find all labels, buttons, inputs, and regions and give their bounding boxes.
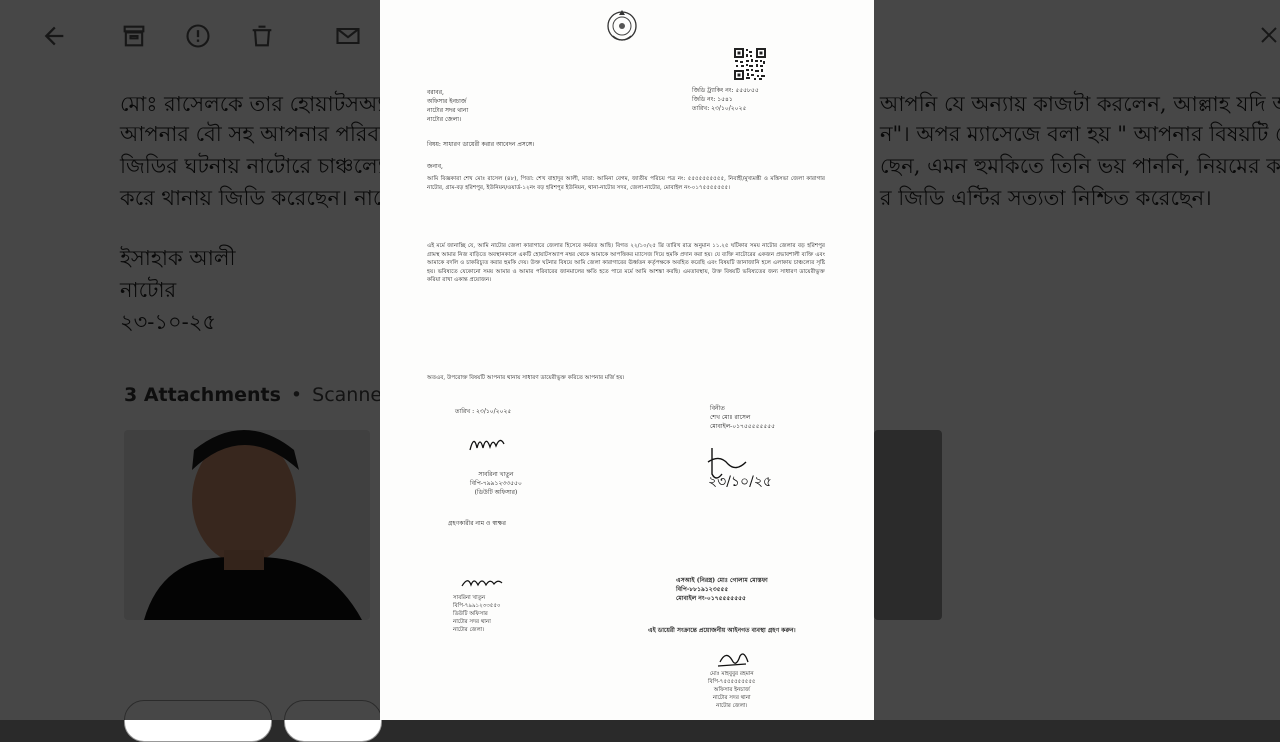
document-preview-page [380,0,874,720]
reference-block [692,86,759,113]
forwarder-block [453,594,501,634]
forwarder-line: ডিউটি অফিসার [453,611,488,617]
forwarder-signature-icon [460,574,504,590]
officer-in-charge-signature-icon [716,648,750,670]
oc-line: অফিসার ইনচার্জ [713,687,750,693]
duty-officer-block [470,470,522,497]
police-emblem-icon [604,6,640,44]
applicant-phone: মোবাইল-০১৭৫৫৫৫৫৫৫৫ [710,423,776,430]
officer-line: বিপি-৮৮১৯১২৩৫৫৫ [676,586,729,593]
subject-line: বিষয়: সাধারণ ডায়েরী করার আবেদন প্রসঙ্গে। [427,141,535,148]
duty-officer-id: বিপি-৭৯৯১২৩৩৫৫০ [470,480,522,487]
addressee-line: অফিসার ইনচার্জ [427,98,467,105]
greeting: জনাব, [427,163,443,170]
forwarder-line: বিপি-৭৯৯১২৩৩৫৫০ [453,603,501,609]
application-date: তারিখ : ২৩/১০/২০২৫ [455,408,512,415]
oc-line: মোঃ মাহবুবুর রহমান [709,671,754,677]
forwarder-line: নাটোর সদর থানা [453,619,491,625]
application-closing: অতএব, উপরোক্ত বিষয়টি আপনার থানায় সাধারণ ডায়েরীভুক্ত করিতে আপনার মর্জি হয়। [427,375,625,381]
reference-line: তারিখ: ২৩/১০/২০২৫ [692,105,747,112]
applicant-signature-date: ২৩/১০/২৫ [708,474,773,490]
duty-officer-name: সাবরিনা খাতুন [478,471,514,478]
applicant-label: বিনীত [710,405,725,412]
addressee-block [427,88,468,124]
duty-officer-role: (ডিউটি অফিসার) [474,489,518,496]
oc-line: নাটোর জেলা। [716,703,748,709]
addressee-line: বরাবর, [427,89,444,96]
forwarder-name: সাবরিনা খাতুন [453,595,486,601]
officer-line: মোবাইল নং-০১৭৫৫৫৫৫৫৫ [676,595,746,602]
qr-code-icon [734,48,766,80]
reference-line: জিডি ট্র্যাকিং নং: ৫৫৫৮৫৫ [692,87,759,94]
addressee-line: নাটোর সদর থানা [427,107,469,114]
receiver-note: গ্রহণকারীর নাম ও স্বাক্ষর [448,520,506,527]
officer-in-charge-block [708,670,756,710]
applicant-intro: আমি বিজ্ঞকারা শেখ মোঃ রাসেল (৪৮), পিতা: শেখ বাহাদুর আলী, মাতা: আমিনা বেগম, জাতীয় পরিচয় পত্র নং: ৫৫৫৫৫৫৫৫৫৫, নিবাহী/মুখ্যমন্ত্রী ও মন্ত্রিসভা জেলা কারাগার নাটোর, গ্রাম-বড় হরিশপুর, ইউনিয়ন/ওয়ার্ড-১২নং বড় হরিশপুর ইউনিয়ন, থানা-নাটোর সদর, জেলা-নাটোর, মোবাইল নং-০১৭৫৫৫৫৫৫৫। [427,176,825,191]
applicant-name: শেখ মোঃ রাসেল [710,414,751,421]
addressee-line: নাটোর জেলা। [427,116,462,123]
oc-line: নাটোর সদর থানা [712,695,751,701]
duty-officer-signature-icon [468,432,506,454]
applicant-block [710,404,775,431]
investigating-officer-block [676,576,768,603]
oc-line: বিপি-৭৫৫৫৫৫৫৫৫৫ [708,679,756,685]
forwarder-line: নাটোর জেলা। [453,627,485,633]
officer-line: এসআই (নিরস্ত্র) মোঃ গোলাম মোস্তফা [676,577,768,584]
reference-line: জিডি নং: ১৫৪১ [692,96,733,103]
application-body: এই মর্মে জানাচ্ছি যে, আমি নাটোর জেলা কারাগারে জেলার হিসেবে কর্মরত আছি। বিগত ২২/১০/২৫ খ্রি তারিখ রাত্র অনুমান ১১.২৫ ঘটিকার সময় নাটোর জেলার বড় হরিশপুর গ্রামস্থ আমার নিজ বাড়িতে অবস্থানকালে একটি হোয়াটসঅ্যাপ নম্বর থেকে আমাকে আপত্তিকর ম্যাসেজ দিয়ে হুমকি প্রদান করা হয়। যে ব্যক্তি নাটোরের একজন প্রভাবশালী ব্যক্তি এবং আমাকে বদলি ও চাকরিচ্যুত করার হুমকি দেয়। উক্ত ঘটনার বিষয়ে আমি জেলা কারাগারের ঊর্ধ্বতন কর্তৃপক্ষকে অবহিত করেছি এবং বিষয়টি জানাজানি হলে এলাকায় চাঞ্চল্যের সৃষ্টি হয়। ভবিষ্যতে যেকোনো সময় আমার ও আমার পরিবারের জানমালের ক্ষতি হতে পারে মর্মে আমি আশঙ্কা করছি। এমতাবস্থায়, উক্ত বিষয়টি ভবিষ্যতের জন্য সাধারণ ডায়েরীভুক্ত করিয়া রাখা একান্ত প্রয়োজন। [427,243,825,284]
forward-note: এই ডায়েরী সংক্রান্তে প্রয়োজনীয় আইনগত ব্যবস্থা গ্রহণ করুন। [648,627,796,634]
